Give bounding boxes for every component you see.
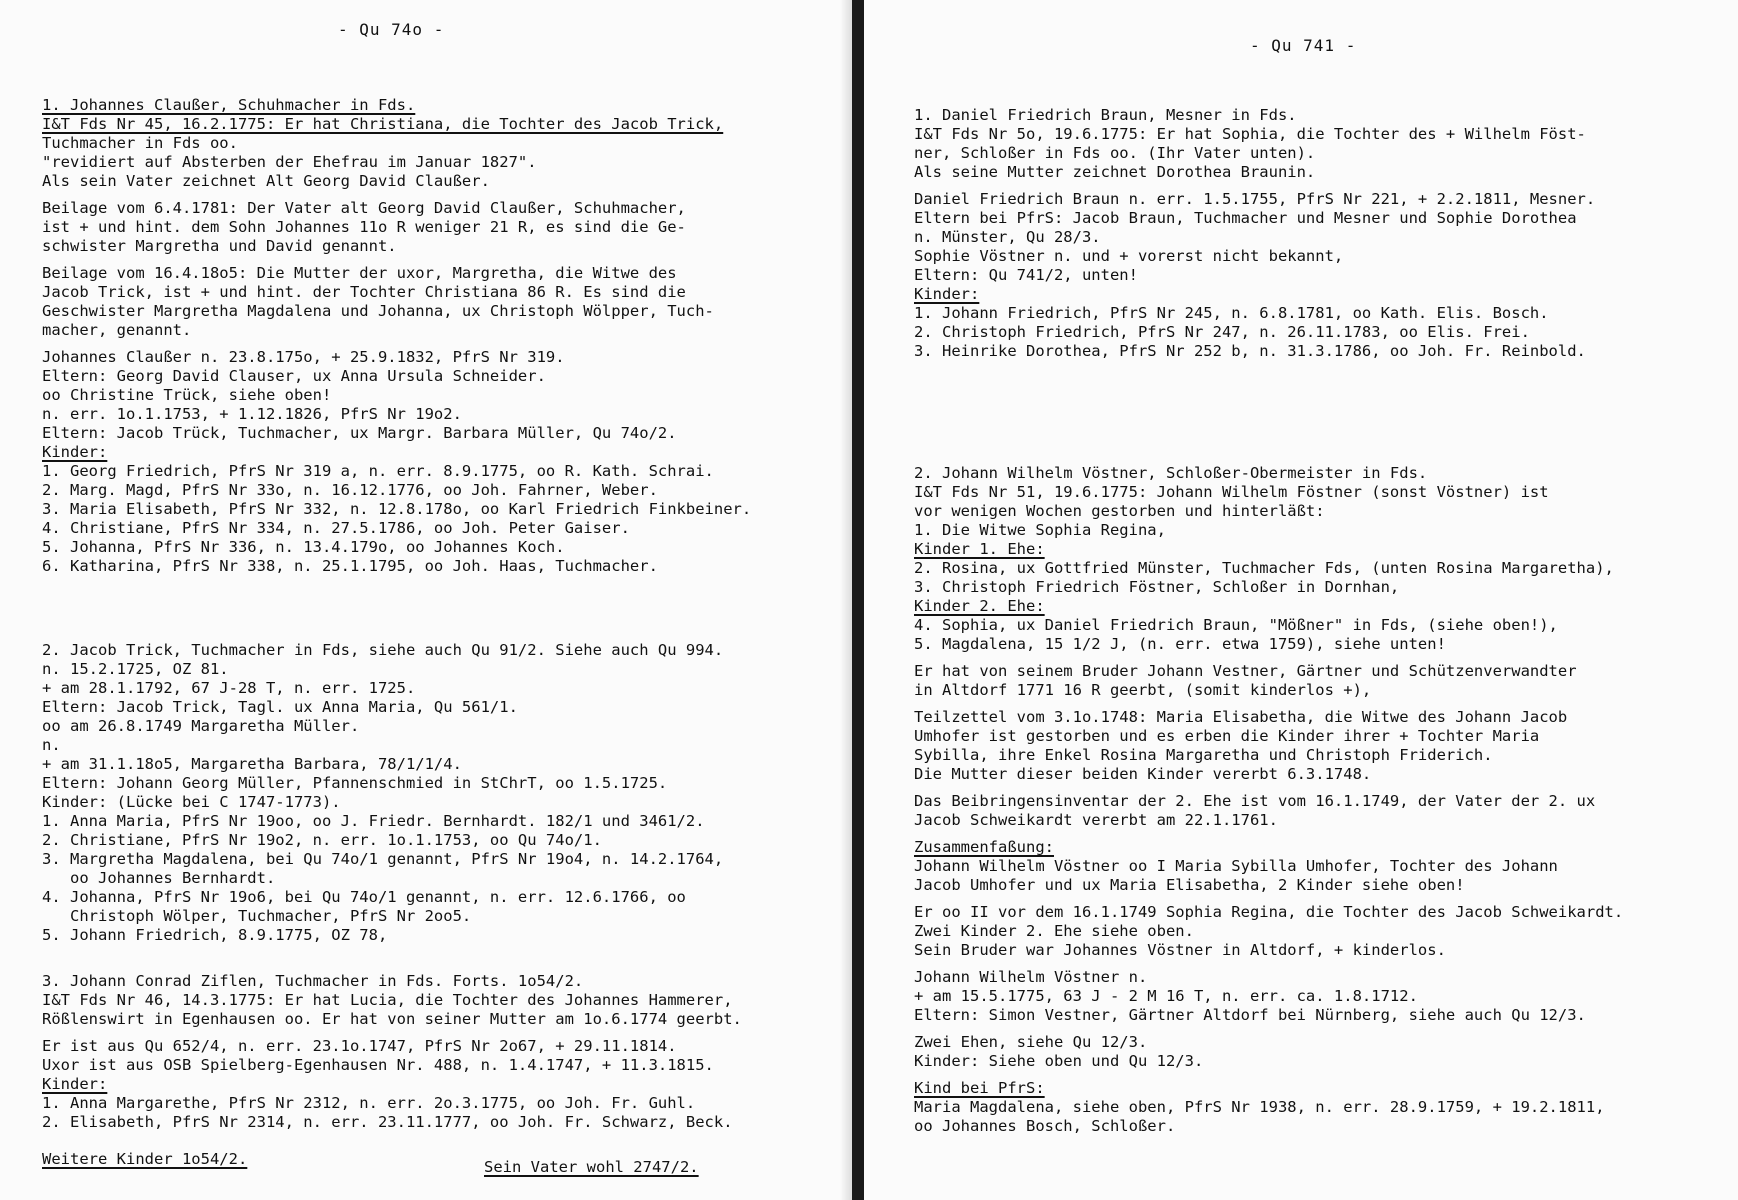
text-line: Johann Wilhelm Vöstner oo I Maria Sybilla Umhofer, Tochter des Johann	[914, 857, 1558, 875]
footer-note-right: Sein Vater wohl 2747/2.	[484, 1158, 699, 1176]
text-line: Tuchmacher in Fds oo.	[42, 134, 238, 152]
text-line	[42, 576, 751, 584]
text-line	[914, 369, 1623, 388]
text-line	[914, 784, 1623, 792]
text-line: oo Johannes Bernhardt.	[42, 869, 276, 887]
text-line: n. 15.2.1725, OZ 81.	[42, 660, 229, 678]
text-line: n. Münster, Qu 28/3.	[914, 228, 1101, 246]
text-line	[914, 426, 1623, 445]
text-line: 1. Georg Friedrich, PfrS Nr 319 a, n. err. 8.9.1775, oo R. Kath. Schrai.	[42, 462, 714, 480]
text-line: Kinder:	[914, 285, 980, 303]
text-line: Jacob Trick, ist + und hint. der Tochter Christiana 86 R. Es sind die	[42, 283, 686, 301]
text-line: 1. Die Witwe Sophia Regina,	[914, 521, 1166, 539]
text-line: Zwei Ehen, siehe Qu 12/3.	[914, 1033, 1148, 1051]
text-line: schwister Margretha und David genannt.	[42, 237, 397, 255]
text-line: Kind bei PfrS:	[914, 1079, 1045, 1097]
text-line: Kinder:	[42, 1075, 108, 1093]
text-line: I&T Fds Nr 5o, 19.6.1775: Er hat Sophia, die Tochter des + Wilhelm Föst-	[914, 125, 1586, 143]
text-line	[914, 960, 1623, 968]
text-line: 1. Daniel Friedrich Braun, Mesner in Fds.	[914, 106, 1297, 124]
text-line: 4. Johanna, PfrS Nr 19o6, bei Qu 74o/1 genannt, n. err. 12.6.1766, oo	[42, 888, 686, 906]
text-line: n. err. 1o.1.1753, + 1.12.1826, PfrS Nr 19o2.	[42, 405, 462, 423]
text-line: Eltern: Simon Vestner, Gärtner Altdorf bei Nürnberg, siehe auch Qu 12/3.	[914, 1006, 1586, 1024]
text-line: 4. Christiane, PfrS Nr 334, n. 27.5.1786, oo Joh. Peter Gaiser.	[42, 519, 630, 537]
left-page	[0, 0, 852, 1200]
text-line: + am 31.1.18o5, Margaretha Barbara, 78/1/1/4.	[42, 755, 462, 773]
text-line	[914, 445, 1623, 464]
right-page-header: - Qu 741 -	[1250, 36, 1357, 55]
text-line: n.	[42, 736, 61, 754]
text-line: Maria Magdalena, siehe oben, PfrS Nr 1938, n. err. 28.9.1759, + 19.2.1811,	[914, 1098, 1605, 1116]
text-line: Rößlenswirt in Egenhausen oo. Er hat von seiner Mutter am 1o.6.1774 geerbt.	[42, 1010, 742, 1028]
right-page-text	[914, 106, 1623, 1136]
text-line: 6. Katharina, PfrS Nr 338, n. 25.1.1795, oo Joh. Haas, Tuchmacher.	[42, 557, 658, 575]
text-line: 2. Jacob Trick, Tuchmacher in Fds, siehe auch Qu 91/2. Siehe auch Qu 994.	[42, 641, 724, 659]
text-line: 1. Johann Friedrich, PfrS Nr 245, n. 6.8.1781, oo Kath. Elis. Bosch.	[914, 304, 1549, 322]
left-page-header: - Qu 74o -	[338, 20, 445, 39]
text-line: + am 15.5.1775, 63 J - 2 M 16 T, n. err. ca. 1.8.1712.	[914, 987, 1418, 1005]
text-line: Christoph Wölper, Tuchmacher, PfrS Nr 2oo5.	[42, 907, 472, 925]
text-line: 2. Elisabeth, PfrS Nr 2314, n. err. 23.11.1777, oo Joh. Fr. Schwarz, Beck.	[42, 1113, 733, 1131]
text-line: oo am 26.8.1749 Margaretha Müller.	[42, 717, 360, 735]
text-line: ner, Schloßer in Fds oo. (Ihr Vater unten).	[914, 144, 1316, 162]
text-line: Umhofer ist gestorben und es erben die Kinder ihrer + Tochter Maria	[914, 727, 1540, 745]
text-line: Eltern: Qu 741/2, unten!	[914, 266, 1138, 284]
text-line	[914, 895, 1623, 903]
text-line: 5. Johanna, PfrS Nr 336, n. 13.4.179o, oo Johannes Koch.	[42, 538, 565, 556]
text-line: Uxor ist aus OSB Spielberg-Egenhausen Nr. 488, n. 1.4.1747, + 11.3.1815.	[42, 1056, 714, 1074]
text-line: ist + und hint. dem Sohn Johannes 11o R weniger 21 R, es sind die Ge-	[42, 218, 686, 236]
text-line: Jacob Schweikardt vererbt am 22.1.1761.	[914, 811, 1278, 829]
text-line	[42, 603, 751, 622]
text-line: 3. Maria Elisabeth, PfrS Nr 332, n. 12.8.178o, oo Karl Friedrich Finkbeiner.	[42, 500, 752, 518]
text-line: Eltern: Jacob Trück, Tuchmacher, ux Margr. Barbara Müller, Qu 74o/2.	[42, 424, 677, 442]
text-line: Sybilla, ihre Enkel Rosina Margaretha und Christoph Friderich.	[914, 746, 1493, 764]
text-line: Kinder 1. Ehe:	[914, 540, 1045, 558]
text-line: Zwei Kinder 2. Ehe siehe oben.	[914, 922, 1194, 940]
text-line: Kinder 2. Ehe:	[914, 597, 1045, 615]
text-line: oo Christine Trück, siehe oben!	[42, 386, 332, 404]
text-line: Als seine Mutter zeichnet Dorothea Braunin.	[914, 163, 1316, 181]
gutter-shadow	[840, 0, 852, 1200]
text-line: 4. Sophia, ux Daniel Friedrich Braun, "Mößner" in Fds, (siehe oben!),	[914, 616, 1558, 634]
text-line: Kinder: (Lücke bei C 1747-1773).	[42, 793, 341, 811]
text-line: I&T Fds Nr 46, 14.3.1775: Er hat Lucia, die Tochter des Johannes Hammerer,	[42, 991, 733, 1009]
text-line: Eltern bei PfrS: Jacob Braun, Tuchmacher und Mesner und Sophie Dorothea	[914, 209, 1577, 227]
text-line: Johannes Claußer n. 23.8.175o, + 25.9.1832, PfrS Nr 319.	[42, 348, 565, 366]
text-line	[42, 945, 751, 953]
text-line	[914, 407, 1623, 426]
text-line: Das Beibringensinventar der 2. Ehe ist vom 16.1.1749, der Vater der 2. ux	[914, 792, 1596, 810]
text-line: Als sein Vater zeichnet Alt Georg David Claußer.	[42, 172, 490, 190]
text-line: I&T Fds Nr 51, 19.6.1775: Johann Wilhelm Föstner (sonst Vöstner) ist	[914, 483, 1549, 501]
text-line: 3. Heinrike Dorothea, PfrS Nr 252 b, n. 31.3.1786, oo Joh. Fr. Reinbold.	[914, 342, 1586, 360]
text-line: oo Johannes Bosch, Schloßer.	[914, 1117, 1176, 1135]
text-line	[914, 1071, 1623, 1079]
right-page	[864, 0, 1738, 1200]
text-line: Eltern: Georg David Clauser, ux Anna Ursula Schneider.	[42, 367, 546, 385]
text-line: Eltern: Jacob Trick, Tagl. ux Anna Maria, Qu 561/1.	[42, 698, 518, 716]
text-line: Die Mutter dieser beiden Kinder vererbt 6.3.1748.	[914, 765, 1372, 783]
text-line	[42, 256, 751, 264]
text-line: 2. Marg. Magd, PfrS Nr 33o, n. 16.12.1776, oo Joh. Fahrner, Weber.	[42, 481, 658, 499]
text-line	[42, 584, 751, 603]
text-line	[42, 622, 751, 641]
text-line	[914, 654, 1623, 662]
text-line: + am 28.1.1792, 67 J-28 T, n. err. 1725.	[42, 679, 416, 697]
text-line	[42, 953, 751, 972]
text-line: 2. Christiane, PfrS Nr 19o2, n. err. 1o.1.1753, oo Qu 74o/1.	[42, 831, 602, 849]
text-line: 5. Johann Friedrich, 8.9.1775, OZ 78,	[42, 926, 388, 944]
text-line	[914, 700, 1623, 708]
text-line: "revidiert auf Absterben der Ehefrau im Januar 1827".	[42, 153, 537, 171]
text-line: 5. Magdalena, 15 1/2 J, (n. err. etwa 1759), siehe unten!	[914, 635, 1446, 653]
text-line: Sophie Vöstner n. und + vorerst nicht bekannt,	[914, 247, 1344, 265]
text-line: 3. Johann Conrad Ziflen, Tuchmacher in Fds. Forts. 1o54/2.	[42, 972, 584, 990]
text-line: Jacob Umhofer und ux Maria Elisabetha, 2 Kinder siehe oben!	[914, 876, 1465, 894]
text-line: Eltern: Johann Georg Müller, Pfannenschmied in StChrT, oo 1.5.1725.	[42, 774, 668, 792]
text-line: Daniel Friedrich Braun n. err. 1.5.1755, PfrS Nr 221, + 2.2.1811, Mesner.	[914, 190, 1596, 208]
text-line: vor wenigen Wochen gestorben und hinterläßt:	[914, 502, 1325, 520]
text-line: Kinder: Siehe oben und Qu 12/3.	[914, 1052, 1204, 1070]
text-line: Teilzettel vom 3.1o.1748: Maria Elisabetha, die Witwe des Johann Jacob	[914, 708, 1568, 726]
text-line	[42, 340, 751, 348]
text-line: Er hat von seinem Bruder Johann Vestner, Gärtner und Schützenverwandter	[914, 662, 1577, 680]
text-line	[914, 1025, 1623, 1033]
text-line: in Altdorf 1771 16 R geerbt, (somit kinderlos +),	[914, 681, 1372, 699]
text-line: Kinder:	[42, 443, 108, 461]
text-line: 2. Christoph Friedrich, PfrS Nr 247, n. 26.11.1783, oo Elis. Frei.	[914, 323, 1530, 341]
footer-note-left: Weitere Kinder 1o54/2.	[42, 1150, 248, 1168]
book-gutter	[852, 0, 864, 1200]
text-line: Geschwister Margretha Magdalena und Johanna, ux Christoph Wölpper, Tuch-	[42, 302, 714, 320]
text-line	[914, 830, 1623, 838]
text-line: Er ist aus Qu 652/4, n. err. 23.1o.1747, PfrS Nr 2o67, + 29.11.1814.	[42, 1037, 677, 1055]
text-line	[914, 182, 1623, 190]
text-line: Beilage vom 16.4.18o5: Die Mutter der uxor, Margretha, die Witwe des	[42, 264, 677, 282]
text-line: 2. Rosina, ux Gottfried Münster, Tuchmacher Fds, (unten Rosina Margaretha),	[914, 559, 1614, 577]
text-line: Johann Wilhelm Vöstner n.	[914, 968, 1148, 986]
text-line: Beilage vom 6.4.1781: Der Vater alt Georg David Claußer, Schuhmacher,	[42, 199, 686, 217]
text-line: 1. Johannes Claußer, Schuhmacher in Fds.	[42, 96, 416, 114]
left-page-text	[42, 96, 751, 1132]
text-line: Sein Bruder war Johannes Vöstner in Altdorf, + kinderlos.	[914, 941, 1446, 959]
text-line	[42, 191, 751, 199]
text-line: 1. Anna Maria, PfrS Nr 19oo, oo J. Friedr. Bernhardt. 182/1 und 3461/2.	[42, 812, 705, 830]
text-line: 3. Christoph Friedrich Föstner, Schloßer in Dornhan,	[914, 578, 1400, 596]
text-line: 3. Margretha Magdalena, bei Qu 74o/1 genannt, PfrS Nr 19o4, n. 14.2.1764,	[42, 850, 724, 868]
text-line	[914, 361, 1623, 369]
text-line: macher, genannt.	[42, 321, 192, 339]
text-line: 2. Johann Wilhelm Vöstner, Schloßer-Obermeister in Fds.	[914, 464, 1428, 482]
text-line: Er oo II vor dem 16.1.1749 Sophia Regina, die Tochter des Jacob Schweikardt.	[914, 903, 1624, 921]
text-line	[914, 388, 1623, 407]
text-line: 1. Anna Margarethe, PfrS Nr 2312, n. err. 2o.3.1775, oo Joh. Fr. Guhl.	[42, 1094, 696, 1112]
text-line: Zusammenfaßung:	[914, 838, 1054, 856]
text-line: I&T Fds Nr 45, 16.2.1775: Er hat Christiana, die Tochter des Jacob Trick,	[42, 115, 724, 133]
text-line	[42, 1029, 751, 1037]
